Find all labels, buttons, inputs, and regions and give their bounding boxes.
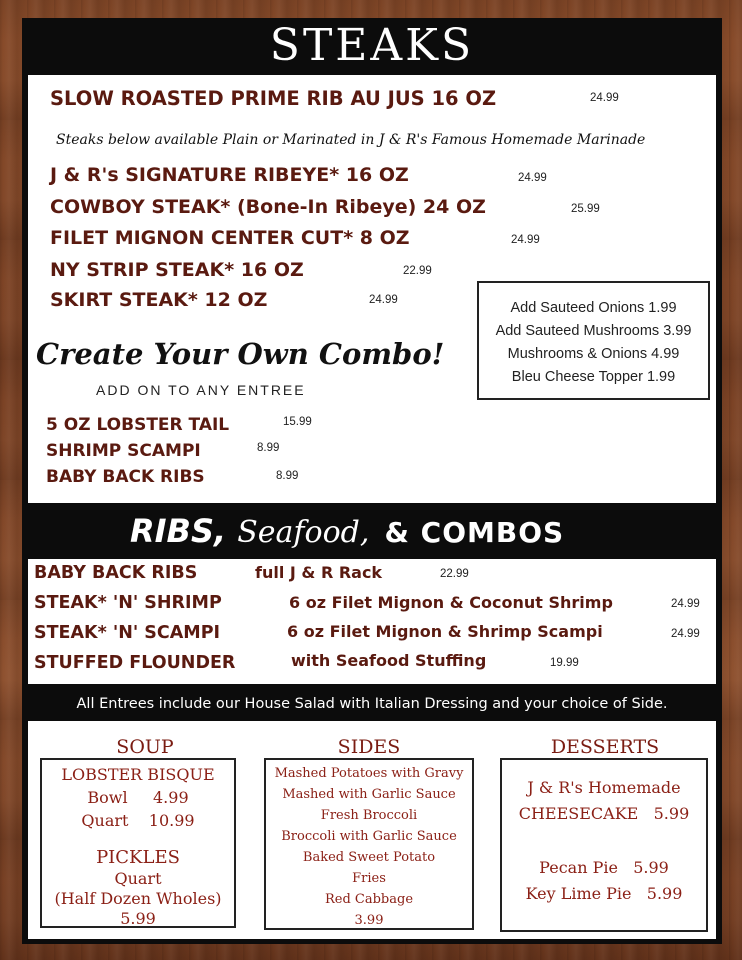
steak-item-name: SKIRT STEAK* 12 OZ [50, 289, 268, 311]
combo-item-price: 8.99 [257, 442, 280, 454]
combo-subtitle: ADD ON TO ANY ENTREE [96, 382, 306, 398]
entree-note: All Entrees include our House Salad with Italian Dressing and your choice of Side. [76, 696, 668, 712]
sides-box [264, 758, 474, 930]
side-item: Red Cabbage [324, 892, 414, 907]
dessert-line: CHEESECAKE 5.99 [518, 804, 690, 823]
ribs-title-seafood: Seafood, [237, 515, 370, 550]
ribs-item-name: BABY BACK RIBS [34, 563, 198, 583]
steak-item-price: 24.99 [369, 294, 398, 306]
dessert-line: J & R's Homemade [527, 778, 681, 797]
soup-title: SOUP [116, 736, 174, 758]
soup-line: Quart 10.99 [81, 811, 195, 830]
steak-item-price: 25.99 [571, 203, 600, 215]
pickles-line: 5.99 [120, 909, 156, 928]
steak-item-name: NY STRIP STEAK* 16 OZ [50, 259, 304, 281]
steaks-title: STEAKS [269, 20, 475, 71]
pickles-line: (Half Dozen Wholes) [54, 889, 222, 908]
side-item: Baked Sweet Potato [302, 850, 436, 865]
steak-item-name: J & R's SIGNATURE RIBEYE* 16 OZ [50, 164, 409, 186]
steak-item-name: COWBOY STEAK* (Bone-In Ribeye) 24 OZ [50, 196, 486, 218]
prime-rib-price: 24.99 [590, 92, 619, 104]
sides-title: SIDES [337, 736, 401, 758]
side-item: Fries [352, 871, 386, 886]
ribs-item-name: STUFFED FLOUNDER [34, 653, 236, 673]
ribs-item-price: 24.99 [671, 598, 700, 610]
desserts-title: DESSERTS [550, 736, 660, 758]
pickles-title: PICKLES [96, 847, 180, 868]
addon-item: Mushrooms & Onions 4.99 [507, 346, 680, 362]
side-item: Mashed Potatoes with Gravy [274, 766, 464, 781]
sides-price: 3.99 [354, 913, 384, 928]
menu-panel [22, 18, 722, 944]
steak-item-price: 24.99 [518, 172, 547, 184]
dessert-line: Pecan Pie 5.99 [539, 858, 669, 877]
ribs-item-price: 24.99 [671, 628, 700, 640]
combo-item-price: 15.99 [283, 416, 312, 428]
side-item: Fresh Broccoli [320, 808, 418, 823]
ribs-section [28, 559, 716, 684]
desserts-box [500, 758, 708, 932]
combo-item-name: 5 OZ LOBSTER TAIL [46, 415, 230, 435]
ribs-item-desc: full J & R Rack [255, 563, 383, 582]
ribs-item-price: 22.99 [440, 568, 469, 580]
ribs-item-name: STEAK* 'N' SCAMPI [34, 623, 221, 643]
soup-line: LOBSTER BISQUE [61, 765, 215, 784]
ribs-item-desc: 6 oz Filet Mignon & Shrimp Scampi [287, 622, 603, 641]
soup-line: Bowl 4.99 [87, 788, 189, 807]
dessert-line: Key Lime Pie 5.99 [525, 884, 683, 903]
ribs-title-ribs: RIBS, [130, 512, 227, 550]
steak-item-price: 24.99 [511, 234, 540, 246]
marinade-note: Steaks below available Plain or Marinated in J & R's Famous Homemade Marinade [56, 132, 646, 148]
pickles-line: Quart [114, 869, 162, 888]
ribs-item-desc: with Seafood Stuffing [291, 651, 487, 670]
ribs-item-desc: 6 oz Filet Mignon & Coconut Shrimp [289, 593, 613, 612]
combo-item-name: BABY BACK RIBS [46, 467, 205, 487]
ribs-item-price: 19.99 [550, 657, 579, 669]
soup-box [40, 758, 236, 928]
combo-item-price: 8.99 [276, 470, 299, 482]
steak-item-price: 22.99 [403, 265, 432, 277]
combo-item-name: SHRIMP SCAMPI [46, 441, 201, 461]
prime-rib-name: SLOW ROASTED PRIME RIB AU JUS 16 OZ [50, 87, 497, 110]
ribs-title-combos: & COMBOS [384, 516, 565, 549]
ribs-title [130, 512, 564, 550]
steak-item-name: FILET MIGNON CENTER CUT* 8 OZ [50, 227, 410, 249]
side-item: Broccoli with Garlic Sauce [281, 829, 457, 844]
addon-item: Add Sauteed Mushrooms 3.99 [495, 323, 692, 339]
addon-item: Add Sauteed Onions 1.99 [510, 300, 677, 316]
side-item: Mashed with Garlic Sauce [282, 787, 456, 802]
ribs-item-name: STEAK* 'N' SHRIMP [34, 593, 222, 613]
addon-item: Bleu Cheese Topper 1.99 [511, 369, 676, 385]
addons-box [477, 281, 710, 400]
combo-title: Create Your Own Combo! [36, 337, 445, 371]
